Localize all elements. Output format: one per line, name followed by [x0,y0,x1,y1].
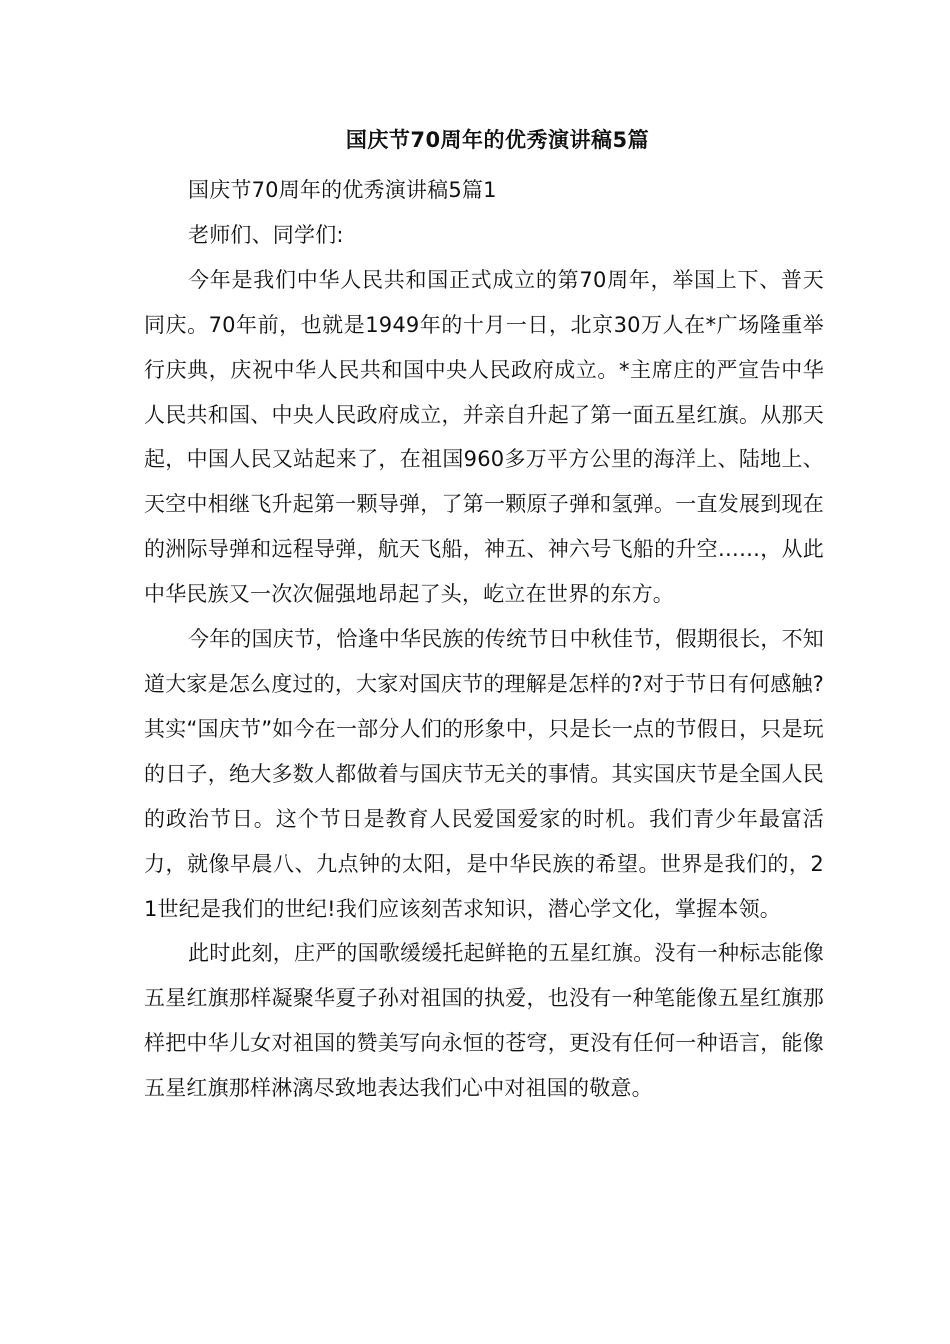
document-title: 国庆节70周年的优秀演讲稿5篇 [345,128,650,152]
paragraph-2: 今年的国庆节，恰逢中华民族的传统节日中秋佳节，假期很长，不知道大家是怎么度过的，大家对国庆节的理解是怎样的?对于节日有何感触?其实“国庆节”如今在一部分人们的形象中，只是长一点的节假日，只是玩的日子，绝大多数人都做着与国庆节无关的事情。其实国庆节是全国人民的政治节日。这个节日是教育人民爱国爱家的时机。我们青少年最富活力，就像早晨八、九点钟的太阳，是中华民族的希望。世界是我们的，21世纪是我们的世纪!我们应该刻苦求知识，潜心学文化，掌握本领。 [144,627,824,921]
paragraph-3: 此时此刻，庄严的国歌缓缓托起鲜艳的五星红旗。没有一种标志能像五星红旗那样凝聚华夏子孙对祖国的执爱，也没有一种笔能像五星红旗那样把中华儿女对祖国的赞美写向永恒的苍穹，更没有任何一种语言，能像五星红旗那样淋漓尽致地表达我们心中对祖国的敬意。 [144,941,824,1101]
paragraph-subtitle: 国庆节70周年的优秀演讲稿5篇1 [188,178,497,202]
document-body [144,168,824,1111]
paragraph-1: 今年是我们中华人民共和国正式成立的第70周年，举国上下、普天同庆。70年前，也就是1949年的十月一日，北京30万人在*广场隆重举行庆典，庆祝中华人民共和国中央人民政府成立。*主席庄的严宣告中华人民共和国、中央人民政府成立，并亲自升起了第一面五星红旗。从那天起，中国人民又站起来了，在祖国960多万平方公里的海洋上、陆地上、天空中相继飞升起第一颗导弹，了第一颗原子弹和氢弹。一直发展到现在的洲际导弹和远程导弹，航天飞船，神五、神六号飞船的升空……，从此中华民族又一次次倔强地昂起了头，屹立在世界的东方。 [144,267,824,607]
paragraph-salutation: 老师们、同学们: [188,222,344,247]
